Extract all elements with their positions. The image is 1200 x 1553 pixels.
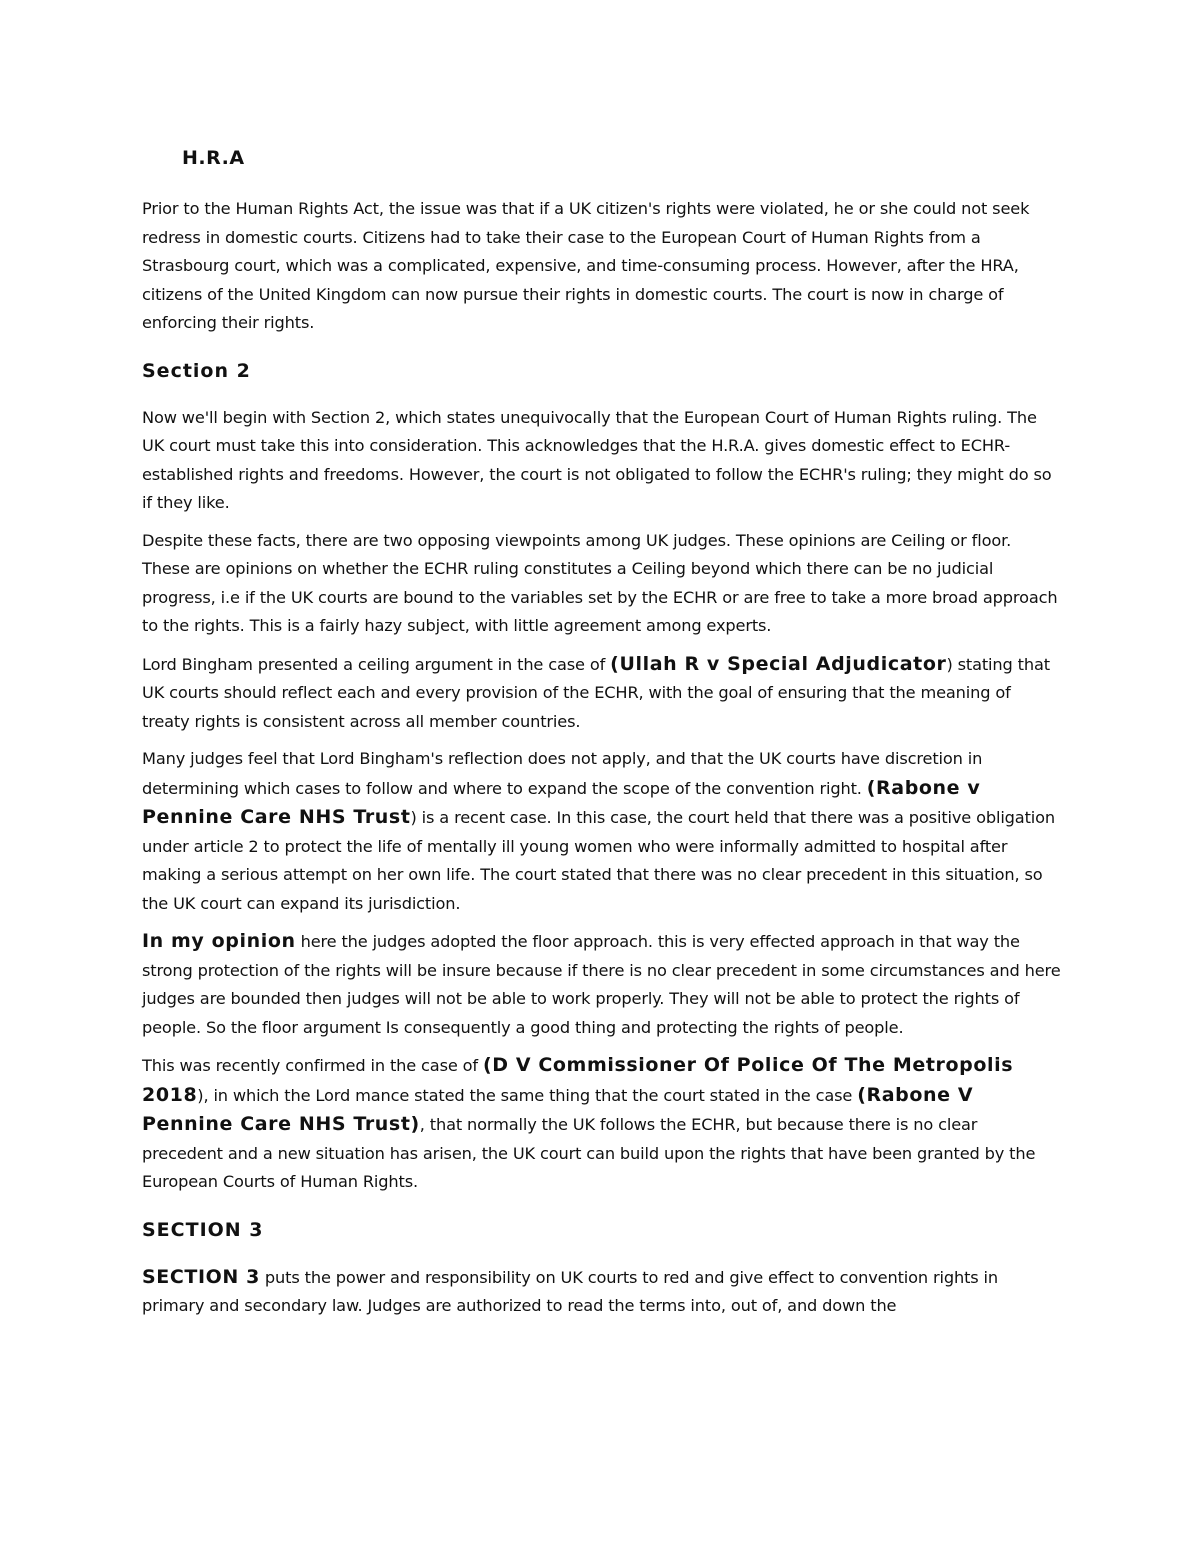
text-run: ) is a recent case. In this case, the court held that there was a positive obligation under article 2 to protect the life of mentally ill young women who were informally admitted to hospital after making a serious attempt on her own life. The court stated that there was no clear precedent in this situation, so the UK court can expand its jurisdiction. [142, 808, 1055, 913]
paragraph-ceiling-floor: Despite these facts, there are two opposing viewpoints among UK judges. These opinions are Ceiling or floor. These are opinions on whether the ECHR ruling constitutes a Ceiling beyond which there can be no judicial progress, i.e if the UK courts are bound to the variables set by the ECHR or are free to take a more broad approach to the rights. This is a fairly hazy subject, with little agreement among experts. [142, 530, 1058, 635]
paragraph-intro: Prior to the Human Rights Act, the issue was that if a UK citizen's rights were violated, he or she could not seek redress in domestic courts. Citizens had to take their case to the European Court of Human Rights from a Strasbourg court, which was a complicated, expensive, and time-consuming process. However, after the HRA, citizens of the United Kingdom can now pursue their rights in domestic courts. The court is now in charge of enforcing their rights. [142, 199, 1030, 332]
text-run: Lord Bingham presented a ceiling argument in the case of [142, 654, 611, 674]
case-name-commissioner: (D V Commissioner Of Police Of The Metropolis 2018 [142, 1054, 1014, 1106]
text-run: , that normally the UK follows the ECHR, but because there is no clear precedent and a new situation has arisen, the UK court can build upon the rights that have been granted by the European Courts of Human Rights. [142, 1115, 1036, 1191]
paragraph-section-3 [142, 1263, 1062, 1321]
case-name-ullah: (Ullah R v Special Adjudicator [610, 652, 947, 675]
text-run: puts the power and responsibility on UK courts to red and give effect to convention rights in primary and secondary law. Judges are authorized to read the terms into, out of, and down the [142, 1267, 999, 1315]
paragraph-rabone [142, 745, 1062, 918]
section-3-heading: SECTION 3 [142, 1218, 264, 1241]
text-run: Many judges feel that Lord Bingham's reflection does not apply, and that the UK courts have discretion in determining which cases to follow and where to expand the scope of the convention right. [142, 749, 983, 798]
text-run: ), in which the Lord mance stated the same thing that the court stated in the case [197, 1085, 858, 1105]
opinion-label: In my opinion [142, 930, 296, 952]
paragraph-section-2: Now we'll begin with Section 2, which states unequivocally that the European Court of Human Rights ruling. The UK court must take this into consideration. This acknowledges that the H.R.A. gives domestic effect to ECHR-established rights and freedoms. However, the court is not obligated to follow the ECHR's ruling; they might do so if they like. [142, 407, 1052, 512]
text-run: here the judges adopted the floor approach. this is very effected approach in that way the strong protection of the rights will be insure because if there is no clear precedent in some circumstances and here judges are bounded then judges will not be able to work properly. They will not be able to protect the rights of people. So the floor argument Is consequently a good thing and protecting the rights of people. [142, 932, 1061, 1037]
case-name-rabone-2: (Rabone V Pennine Care NHS Trust) [142, 1083, 974, 1135]
text-run: This was recently confirmed in the case of [142, 1056, 483, 1075]
paragraph-commissioner [142, 1051, 1062, 1197]
case-name-rabone: (Rabone v Pennine Care NHS Trust [142, 776, 981, 828]
document-title: H.R.A [182, 147, 245, 169]
document-body [142, 145, 1062, 1321]
paragraph-bingham [142, 650, 1062, 737]
section-3-label: SECTION 3 [142, 1265, 260, 1288]
section-2-heading: Section 2 [142, 359, 251, 382]
text-run: ) stating that UK courts should reflect each and every provision of the ECHR, with the goal of ensuring that the meaning of treaty rights is consistent across all member countries. [142, 654, 1050, 731]
paragraph-opinion [142, 927, 1062, 1042]
